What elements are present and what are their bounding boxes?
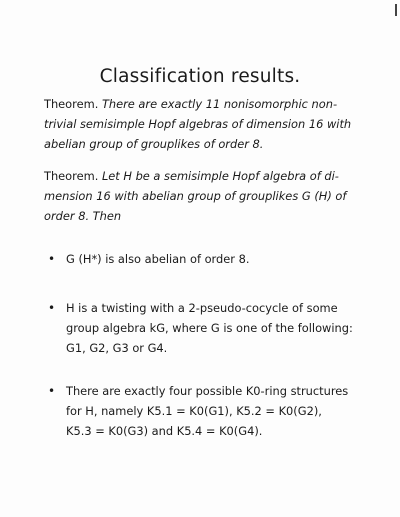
page-edge-mark: [395, 4, 397, 16]
theorem-1-line-2: trivial semisimple Hopf algebras of dimension 16 with: [44, 117, 352, 131]
theorem-2-line-1: Theorem. Let H be a semisimple Hopf algebra of di-: [44, 169, 339, 183]
bullet-item-3: [48, 381, 368, 441]
bullet-2-line-2: group algebra kG, where G is one of the following:: [66, 321, 353, 335]
theorem-2-line-2: mension 16 with abelian group of grouplikes G (H) of: [44, 189, 347, 203]
theorem-2-line-1-text: Let H be a semisimple Hopf algebra of di-: [101, 169, 339, 183]
bullet-2-line-3: G1, G2, G3 or G4.: [66, 341, 168, 355]
bullet-3-line-3: K5.3 = K0(G3) and K5.4 = K0(G4).: [66, 424, 263, 438]
bullet-3-line-2: for H, namely K5.1 = K0(G1), K5.2 = K0(G2),: [66, 404, 322, 418]
theorem-2: [44, 166, 366, 226]
theorem-1-line-1-text: There are exactly 11 nonisomorphic non-: [101, 97, 338, 111]
bullet-item-1: [48, 249, 368, 269]
bullet-item-2: [48, 298, 368, 358]
slide-title: Classification results.: [99, 66, 301, 87]
theorem-1-line-3: abelian group of grouplikes of order 8.: [44, 137, 264, 151]
theorem-2-line-3: order 8. Then: [44, 209, 122, 223]
bullet-dot: •: [48, 252, 56, 266]
bullet-dot: •: [48, 301, 56, 315]
bullet-dot: •: [48, 384, 56, 398]
theorem-1-line-1: Theorem. There are exactly 11 nonisomorphic non-: [44, 97, 338, 111]
bullet-3-line-1: There are exactly four possible K0-ring structures: [66, 384, 349, 398]
bullet-1-line-1: G (H*) is also abelian of order 8.: [66, 252, 250, 266]
theorem-1: [44, 94, 366, 154]
bullet-2-line-1: H is a twisting with a 2-pseudo-cocycle of some: [66, 301, 338, 315]
